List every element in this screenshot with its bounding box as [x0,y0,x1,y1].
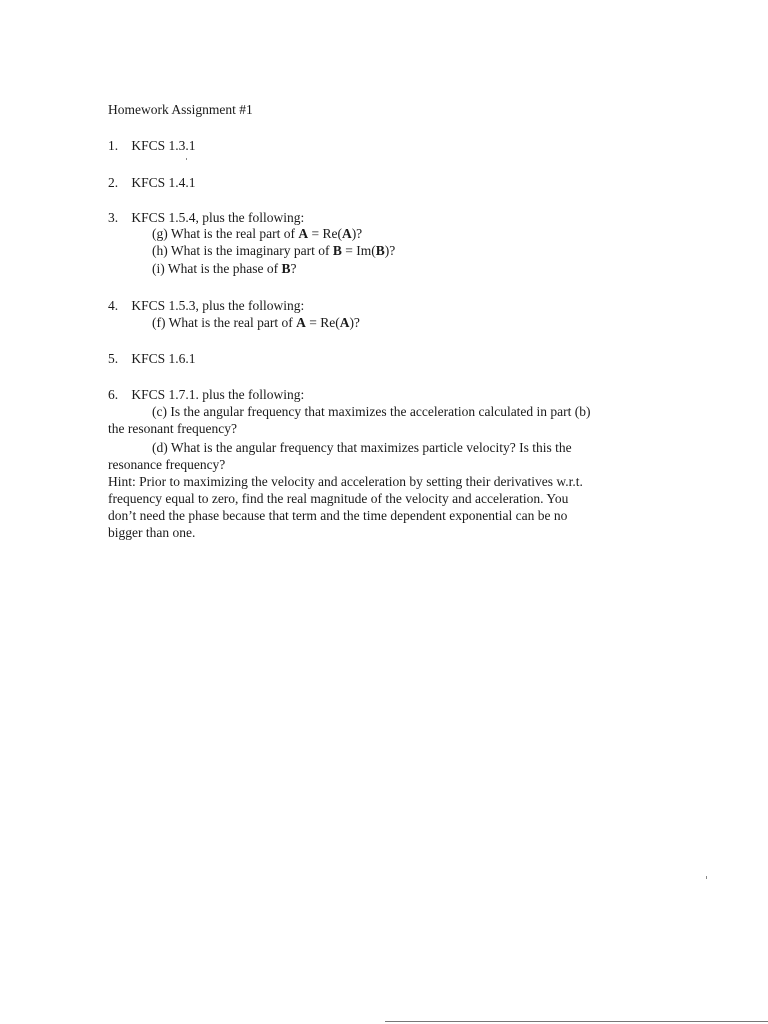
sub-item [152,226,712,242]
sub-item: (c) Is the angular frequency that maximizes the acceleration calculated in part (b) [152,404,591,419]
sub-item-text: = Re( [305,315,340,330]
item-text: KFCS 1.3.1 [131,138,196,153]
hint-line: bigger than one. [108,525,196,540]
sub-item-text: )? [349,315,360,330]
sub-item-text: = Im( [341,243,376,258]
item-text: KFCS 1.4.1 [131,175,196,190]
item-text: KFCS 1.6.1 [131,351,196,366]
list-item [108,351,708,367]
item-text: KFCS 1.5.4, plus the following: [131,210,305,225]
list-item [108,298,708,314]
page-title: Homework Assignment #1 [108,102,253,117]
bold-variable: B [332,243,342,258]
hint-line: don’t need the phase because that term and the time dependent exponential can be no [108,508,568,523]
item-number: 3. [108,210,119,225]
sub-item [152,243,712,259]
bold-variable: A [298,226,309,241]
list-item [108,210,708,226]
bold-variable: A [339,315,350,330]
item-text: KFCS 1.7.1. plus the following: [131,387,305,402]
item-text: KFCS 1.5.3, plus the following: [131,298,305,313]
sub-item-continuation: resonance frequency? [108,457,226,472]
sub-item-text: = Re( [308,226,342,241]
sub-item-text: (i) What is the phase of [152,261,282,276]
scan-speck [706,876,707,879]
item-number: 1. [108,138,119,153]
list-item [108,387,708,403]
sub-item-text: (f) What is the real part of [152,315,297,330]
sub-item [152,261,712,277]
sub-item-text: (h) What is the imaginary part of [152,243,333,258]
bold-variable: A [296,315,306,330]
item-number: 2. [108,175,119,190]
scan-edge-line [385,1021,768,1022]
bold-variable: B [375,243,385,258]
sub-item-text: ? [290,261,297,276]
sub-item-continuation: the resonant frequency? [108,421,237,436]
item-number: 5. [108,351,119,366]
scan-speck [186,158,187,160]
list-item [108,138,708,154]
item-number: 4. [108,298,119,313]
list-item [108,175,708,191]
hint-line: Hint: Prior to maximizing the velocity and acceleration by setting their derivatives w.r.t. [108,474,583,489]
sub-item-text: (g) What is the real part of [152,226,299,241]
sub-item: (d) What is the angular frequency that maximizes particle velocity? Is this the [152,440,572,455]
sub-item-text: )? [351,226,363,241]
item-number: 6. [108,387,119,402]
bold-variable: B [281,261,291,276]
sub-item [152,315,712,331]
bold-variable: A [341,226,352,241]
sub-item-text: )? [384,243,396,258]
hint-line: frequency equal to zero, find the real magnitude of the velocity and acceleration. You [108,491,569,506]
